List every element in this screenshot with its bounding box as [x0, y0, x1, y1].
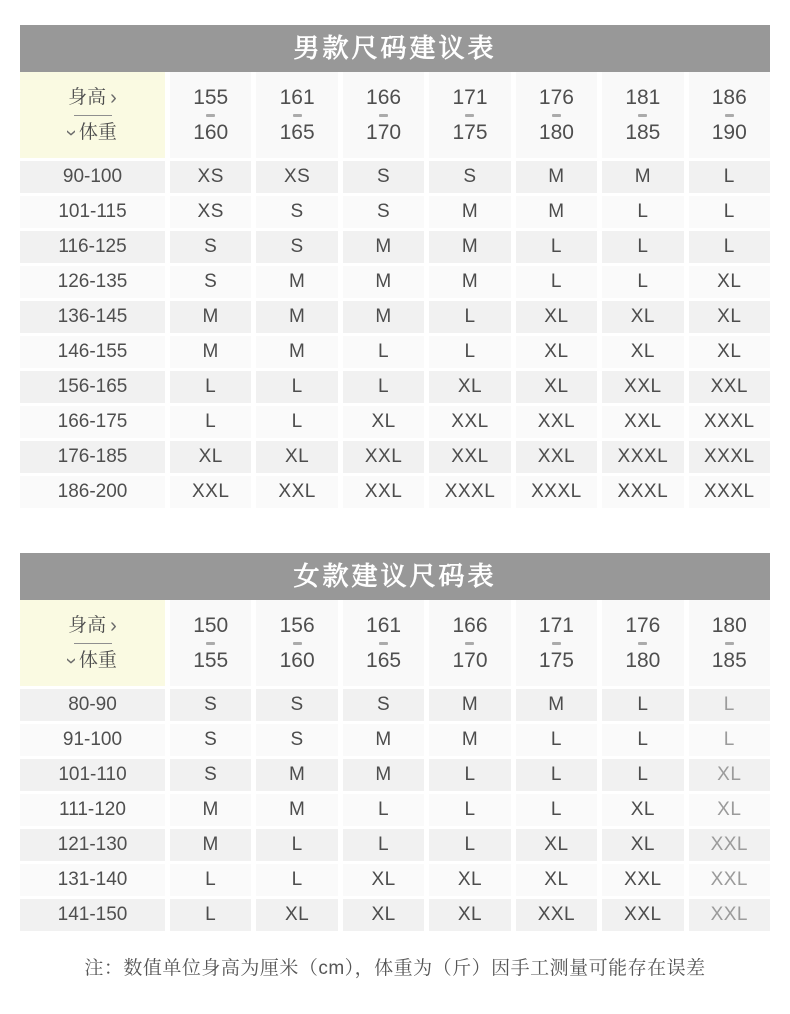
size-cell: XS — [170, 161, 251, 193]
size-cell: XXL — [516, 406, 597, 438]
size-cell: S — [170, 231, 251, 263]
size-cell: L — [602, 724, 683, 756]
size-cell: XL — [343, 864, 424, 896]
weight-range-cell: 91-100 — [20, 724, 165, 756]
size-cell: M — [516, 161, 597, 193]
height-range-cell — [516, 72, 597, 158]
mens-size-table — [20, 25, 770, 508]
size-cell: XXXL — [689, 406, 770, 438]
size-cell: L — [516, 266, 597, 298]
weight-range-cell: 111-120 — [20, 794, 165, 826]
size-cell: XXL — [170, 476, 251, 508]
height-to: 180 — [625, 648, 661, 672]
weight-range-cell: 176-185 — [20, 441, 165, 473]
weight-range-cell: 131-140 — [20, 864, 165, 896]
range-dash-icon — [638, 114, 647, 117]
size-cell: L — [429, 794, 510, 826]
height-range-cell — [170, 600, 251, 686]
height-from: 181 — [625, 85, 661, 109]
womens-size-grid — [20, 600, 770, 931]
size-cell: XL — [516, 864, 597, 896]
range-dash-icon — [552, 642, 561, 645]
height-from: 166 — [452, 613, 488, 637]
chevron-down-icon: › — [60, 129, 83, 136]
size-cell: M — [256, 266, 337, 298]
height-from: 150 — [193, 613, 229, 637]
size-cell: M — [516, 196, 597, 228]
size-cell: L — [602, 689, 683, 721]
height-range-cell — [429, 600, 510, 686]
height-range-cell — [343, 600, 424, 686]
weight-label: 体重 — [78, 649, 117, 671]
size-cell: S — [170, 266, 251, 298]
size-cell: XXL — [602, 371, 683, 403]
size-cell: S — [429, 161, 510, 193]
womens-table-title: 女款建议尺码表 — [20, 553, 770, 600]
size-cell: L — [429, 829, 510, 861]
size-cell: S — [256, 724, 337, 756]
weight-range-cell: 126-135 — [20, 266, 165, 298]
size-cell: L — [689, 161, 770, 193]
size-cell: L — [256, 406, 337, 438]
size-cell: L — [602, 266, 683, 298]
size-cell: M — [343, 231, 424, 263]
weight-range-cell: 80-90 — [20, 689, 165, 721]
height-range-cell — [602, 72, 683, 158]
size-cell: XXL — [429, 406, 510, 438]
size-cell: S — [256, 689, 337, 721]
size-cell: M — [343, 724, 424, 756]
height-range-cell — [516, 600, 597, 686]
size-cell: L — [170, 406, 251, 438]
size-cell: M — [256, 759, 337, 791]
size-cell: XL — [689, 336, 770, 368]
size-cell: XL — [516, 301, 597, 333]
size-cell: XXXL — [689, 441, 770, 473]
range-dash-icon — [206, 114, 215, 117]
weight-range-cell: 136-145 — [20, 301, 165, 333]
size-cell: XL — [602, 336, 683, 368]
size-cell: XXL — [256, 476, 337, 508]
size-cell: L — [602, 231, 683, 263]
range-dash-icon — [206, 642, 215, 645]
size-cell: XXL — [689, 899, 770, 931]
height-to: 180 — [538, 120, 574, 144]
height-range-cell — [689, 600, 770, 686]
size-cell: L — [256, 829, 337, 861]
size-cell: XXXL — [429, 476, 510, 508]
measurement-footnote: 注：数值单位身高为厘米（cm），体重为（斤）因手工测量可能存在误差 — [84, 958, 706, 979]
range-dash-icon — [725, 642, 734, 645]
range-dash-icon — [293, 642, 302, 645]
height-range-cell — [170, 72, 251, 158]
size-cell: XL — [429, 371, 510, 403]
size-cell: XXL — [516, 899, 597, 931]
height-weight-corner-cell — [20, 600, 165, 686]
height-from: 176 — [625, 613, 661, 637]
size-cell: XXL — [343, 476, 424, 508]
size-cell: XS — [256, 161, 337, 193]
size-cell: XL — [602, 301, 683, 333]
height-label: 身高 — [68, 614, 107, 636]
size-cell: S — [343, 161, 424, 193]
height-label-row — [68, 86, 117, 110]
weight-range-cell: 186-200 — [20, 476, 165, 508]
weight-range-cell: 146-155 — [20, 336, 165, 368]
height-range-cell — [429, 72, 510, 158]
height-range-cell — [256, 600, 337, 686]
size-cell: XXXL — [689, 476, 770, 508]
height-to: 175 — [452, 120, 488, 144]
size-cell: M — [343, 759, 424, 791]
size-cell: M — [170, 301, 251, 333]
height-to: 170 — [366, 120, 402, 144]
weight-label-row — [60, 649, 117, 673]
size-cell: XL — [256, 899, 337, 931]
mens-size-grid — [20, 72, 770, 508]
size-cell: M — [429, 266, 510, 298]
size-cell: L — [343, 371, 424, 403]
size-cell: L — [516, 231, 597, 263]
height-label-row — [68, 614, 117, 638]
height-from: 156 — [279, 613, 315, 637]
size-cell: XL — [602, 794, 683, 826]
size-cell: XXL — [602, 864, 683, 896]
size-cell: M — [602, 161, 683, 193]
range-dash-icon — [465, 114, 474, 117]
size-cell: M — [429, 196, 510, 228]
size-cell: XXL — [343, 441, 424, 473]
size-cell: L — [429, 336, 510, 368]
height-from: 186 — [711, 85, 747, 109]
weight-range-cell: 166-175 — [20, 406, 165, 438]
chevron-right-icon: › — [110, 614, 117, 637]
size-cell: XXL — [429, 441, 510, 473]
size-cell: M — [429, 231, 510, 263]
size-cell: L — [689, 231, 770, 263]
height-from: 161 — [279, 85, 315, 109]
size-cell: L — [429, 301, 510, 333]
size-cell: M — [170, 336, 251, 368]
chevron-right-icon: › — [110, 86, 117, 109]
height-to: 185 — [711, 648, 747, 672]
size-cell: M — [256, 336, 337, 368]
size-cell: M — [170, 794, 251, 826]
size-cell: M — [256, 794, 337, 826]
size-cell: L — [429, 759, 510, 791]
range-dash-icon — [552, 114, 561, 117]
size-cell: XXL — [602, 899, 683, 931]
size-cell: L — [256, 864, 337, 896]
height-label: 身高 — [68, 86, 107, 108]
size-cell: L — [343, 794, 424, 826]
size-cell: L — [170, 899, 251, 931]
size-cell: XL — [429, 899, 510, 931]
height-from: 171 — [538, 613, 574, 637]
size-cell: M — [429, 689, 510, 721]
range-dash-icon — [293, 114, 302, 117]
weight-range-cell: 101-110 — [20, 759, 165, 791]
size-cell: XL — [689, 794, 770, 826]
chevron-down-icon: › — [60, 657, 83, 664]
corner-divider-line — [74, 115, 112, 116]
range-dash-icon — [379, 114, 388, 117]
womens-size-table — [20, 553, 770, 931]
size-cell: XL — [516, 371, 597, 403]
height-from: 176 — [538, 85, 574, 109]
height-weight-corner-cell — [20, 72, 165, 158]
weight-range-cell: 121-130 — [20, 829, 165, 861]
size-cell: XL — [602, 829, 683, 861]
range-dash-icon — [379, 642, 388, 645]
size-cell: M — [343, 301, 424, 333]
height-from: 171 — [452, 85, 488, 109]
size-cell: S — [256, 231, 337, 263]
size-cell: XL — [516, 829, 597, 861]
size-cell: XL — [343, 406, 424, 438]
size-cell: L — [602, 196, 683, 228]
height-to: 160 — [279, 648, 315, 672]
size-cell: L — [516, 724, 597, 756]
corner-divider-line — [74, 643, 112, 644]
weight-range-cell: 90-100 — [20, 161, 165, 193]
size-cell: XXXL — [602, 476, 683, 508]
size-cell: XL — [689, 759, 770, 791]
height-from: 161 — [366, 613, 402, 637]
size-cell: L — [516, 759, 597, 791]
size-cell: L — [689, 724, 770, 756]
size-cell: S — [170, 724, 251, 756]
weight-range-cell: 116-125 — [20, 231, 165, 263]
size-cell: XXL — [602, 406, 683, 438]
height-range-cell — [602, 600, 683, 686]
height-to: 160 — [193, 120, 229, 144]
mens-table-title: 男款尺码建议表 — [20, 25, 770, 72]
size-cell: S — [343, 196, 424, 228]
size-cell: XS — [170, 196, 251, 228]
height-to: 175 — [538, 648, 574, 672]
size-cell: XL — [689, 301, 770, 333]
height-to: 165 — [366, 648, 402, 672]
height-to: 170 — [452, 648, 488, 672]
height-to: 165 — [279, 120, 315, 144]
size-cell: L — [170, 371, 251, 403]
size-cell: M — [170, 829, 251, 861]
height-from: 180 — [711, 613, 747, 637]
range-dash-icon — [725, 114, 734, 117]
size-cell: XXL — [689, 829, 770, 861]
size-cell: XXXL — [516, 476, 597, 508]
size-cell: XXL — [689, 371, 770, 403]
size-cell: L — [689, 689, 770, 721]
size-cell: M — [516, 689, 597, 721]
weight-range-cell: 141-150 — [20, 899, 165, 931]
range-dash-icon — [638, 642, 647, 645]
height-range-cell — [689, 72, 770, 158]
range-dash-icon — [465, 642, 474, 645]
size-cell: S — [170, 759, 251, 791]
weight-label: 体重 — [78, 121, 117, 143]
size-cell: XXL — [689, 864, 770, 896]
size-cell: S — [256, 196, 337, 228]
size-cell: XL — [343, 899, 424, 931]
size-cell: L — [516, 794, 597, 826]
size-cell: XL — [256, 441, 337, 473]
height-from: 155 — [193, 85, 229, 109]
size-cell: M — [256, 301, 337, 333]
weight-range-cell: 101-115 — [20, 196, 165, 228]
size-cell: XL — [516, 336, 597, 368]
size-cell: S — [170, 689, 251, 721]
size-cell: L — [256, 371, 337, 403]
size-cell: M — [429, 724, 510, 756]
weight-range-cell: 156-165 — [20, 371, 165, 403]
height-range-cell — [343, 72, 424, 158]
height-from: 166 — [366, 85, 402, 109]
size-cell: M — [343, 266, 424, 298]
size-cell: XXL — [516, 441, 597, 473]
height-to: 190 — [711, 120, 747, 144]
size-cell: XL — [689, 266, 770, 298]
size-cell: L — [689, 196, 770, 228]
size-cell: L — [343, 336, 424, 368]
height-to: 155 — [193, 648, 229, 672]
height-to: 185 — [625, 120, 661, 144]
size-cell: XL — [170, 441, 251, 473]
size-cell: L — [602, 759, 683, 791]
size-cell: XL — [429, 864, 510, 896]
weight-label-row — [60, 121, 117, 145]
size-cell: XXXL — [602, 441, 683, 473]
height-range-cell — [256, 72, 337, 158]
size-cell: L — [343, 829, 424, 861]
size-cell: L — [170, 864, 251, 896]
size-cell: S — [343, 689, 424, 721]
